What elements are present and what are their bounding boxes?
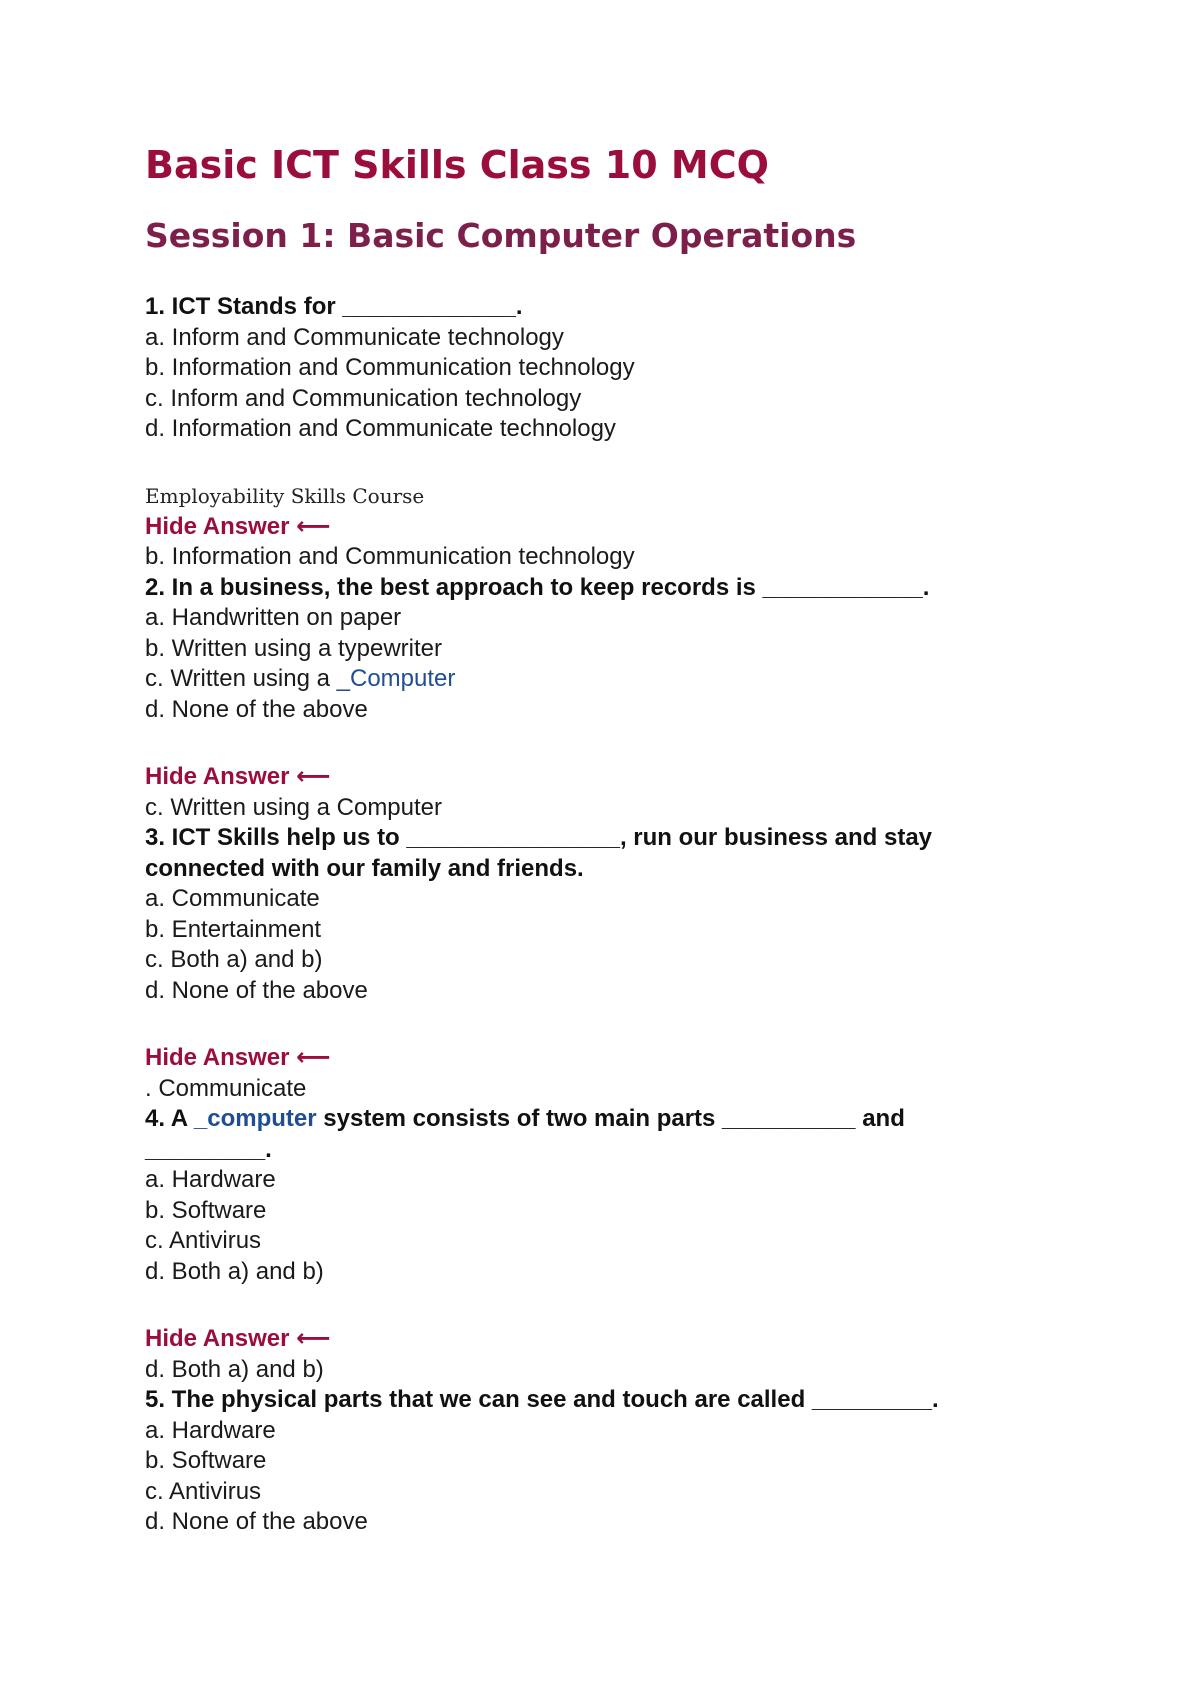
- question-block-4: [145, 1104, 1105, 1287]
- question-text: 1. ICT Stands for _____________.: [145, 293, 523, 320]
- mcq-content: [145, 292, 1105, 1538]
- session-heading: Session 1: Basic Computer Operations: [145, 216, 857, 255]
- option-d: d. None of the above: [145, 1508, 368, 1535]
- question-block-5: [145, 1385, 1105, 1538]
- option-a: a. Hardware: [145, 1166, 276, 1193]
- spacer: [145, 725, 1105, 761]
- option-b: b. Software: [145, 1196, 267, 1224]
- option-a: a. Handwritten on paper: [145, 604, 402, 631]
- computer-link[interactable]: _computer: [193, 1105, 317, 1132]
- hide-answer-toggle[interactable]: [145, 1323, 1105, 1355]
- page-title: Basic ICT Skills Class 10 MCQ: [145, 143, 769, 187]
- option-c: c. Antivirus: [145, 1477, 262, 1505]
- option-c: c. Both a) and b): [145, 946, 323, 973]
- option-c: c. Antivirus: [145, 1227, 262, 1254]
- option-d: d. None of the above: [145, 695, 368, 723]
- answer-text: b. Information and Communication technology: [145, 543, 635, 570]
- hide-answer-label: Hide Answer: [145, 512, 290, 540]
- option-a: a. Inform and Communicate technology: [145, 323, 564, 351]
- question-text: 2. In a business, the best approach to keep records is ____________.: [145, 573, 930, 601]
- option-d: d. Both a) and b): [145, 1257, 324, 1285]
- option-d: d. Information and Communicate technology: [145, 415, 616, 442]
- option-b: b. Information and Communication technology: [145, 354, 635, 381]
- hide-answer-toggle[interactable]: [145, 761, 1105, 793]
- question-block-2: [145, 573, 1105, 726]
- hide-answer-toggle[interactable]: [145, 511, 1105, 543]
- question-text: 5. The physical parts that we can see and touch are called _________.: [145, 1386, 939, 1413]
- option-b: b. Entertainment: [145, 915, 322, 943]
- arrow-left-icon: ⟵: [296, 511, 331, 540]
- spacer: [145, 1287, 1105, 1323]
- answer-text: d. Both a) and b): [145, 1355, 324, 1383]
- hide-answer-label: Hide Answer: [145, 1044, 290, 1071]
- computer-link[interactable]: _Computer: [336, 665, 456, 692]
- option-a: a. Communicate: [145, 885, 320, 912]
- question-suffix: system consists of two main parts __________ and _________.: [145, 1105, 905, 1163]
- question-text: 3. ICT Skills help us to ________________, run our business and stay connected with our family and friends.: [145, 824, 933, 882]
- option-c: [145, 664, 1105, 695]
- option-c: c. Inform and Communication technology: [145, 384, 582, 412]
- option-d: d. None of the above: [145, 976, 368, 1004]
- option-a: a. Hardware: [145, 1416, 276, 1444]
- arrow-left-icon: ⟵: [296, 1324, 331, 1352]
- question-text: [145, 1104, 995, 1165]
- option-b: b. Written using a typewriter: [145, 634, 443, 662]
- question-prefix: 4. A: [145, 1105, 194, 1132]
- spacer: [145, 445, 1105, 481]
- option-b: b. Software: [145, 1447, 267, 1474]
- hide-answer-label: Hide Answer: [145, 1325, 290, 1352]
- option-c-text: c. Written using a: [145, 665, 337, 692]
- question-block-3: [145, 823, 1105, 1006]
- spacer: [145, 1006, 1105, 1042]
- answer-text: c. Written using a Computer: [145, 793, 443, 821]
- course-label: Employability Skills Course: [145, 483, 425, 508]
- hide-answer-toggle[interactable]: [145, 1042, 1105, 1074]
- answer-text: . Communicate: [145, 1074, 307, 1102]
- question-block-1: [145, 292, 1105, 445]
- arrow-left-icon: ⟵: [296, 1043, 331, 1071]
- hide-answer-label: Hide Answer: [145, 763, 290, 790]
- arrow-left-icon: ⟵: [296, 762, 331, 790]
